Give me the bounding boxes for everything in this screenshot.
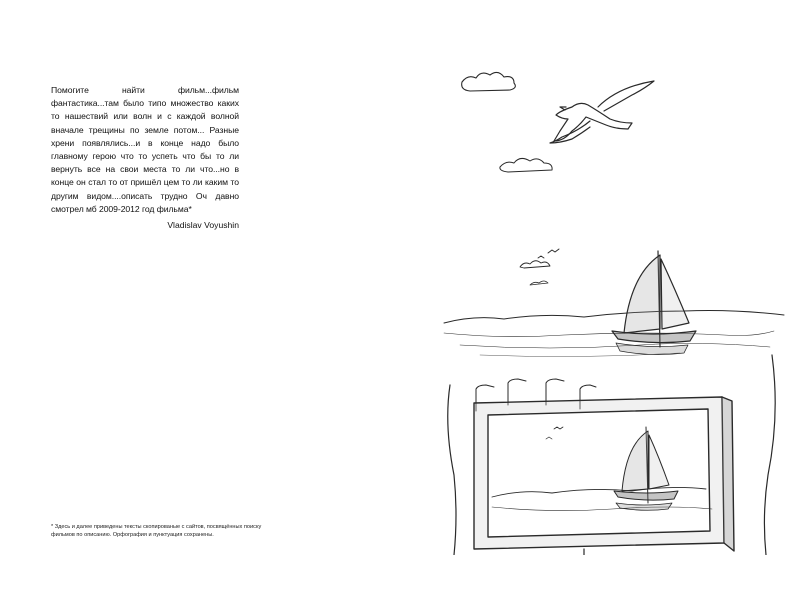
cloud-icon	[462, 72, 516, 91]
quote-author: Vladislav Voyushin	[167, 220, 239, 230]
pencil-sketch-illustration-icon	[420, 55, 790, 555]
horizon-line	[444, 311, 784, 324]
cloud-icon	[500, 158, 552, 172]
seagull-icon	[550, 81, 654, 143]
footnote: * Здесь и далее приведены тексты скопированые с сайтов, посвящённых поиску фильмов по описанию. Орфография и пунктуация сохранены.	[51, 524, 262, 538]
bird-icon	[538, 256, 544, 258]
bird-icon	[548, 249, 559, 253]
lamp-icon	[508, 379, 526, 405]
cloud-icon	[530, 281, 548, 285]
sailboat-icon	[612, 251, 696, 355]
cloud-icon	[520, 261, 550, 268]
quote-text: Помогите найти фильм...фильм фантастика...там было типо множество каких то нашествий или волн и с каждой волной вначале трещины по земле потом... Разные хрени появлялись...и в конце надо было главному герою что то успеть что бы то ли вернуть все на свои места то ли что...но в конце он стал то от пришёл цем то ли каким то другим видом....описать трудно Оч давно смотрел мб 2009-2012 год фильма*	[51, 85, 239, 214]
framed-painting-icon	[474, 397, 734, 555]
